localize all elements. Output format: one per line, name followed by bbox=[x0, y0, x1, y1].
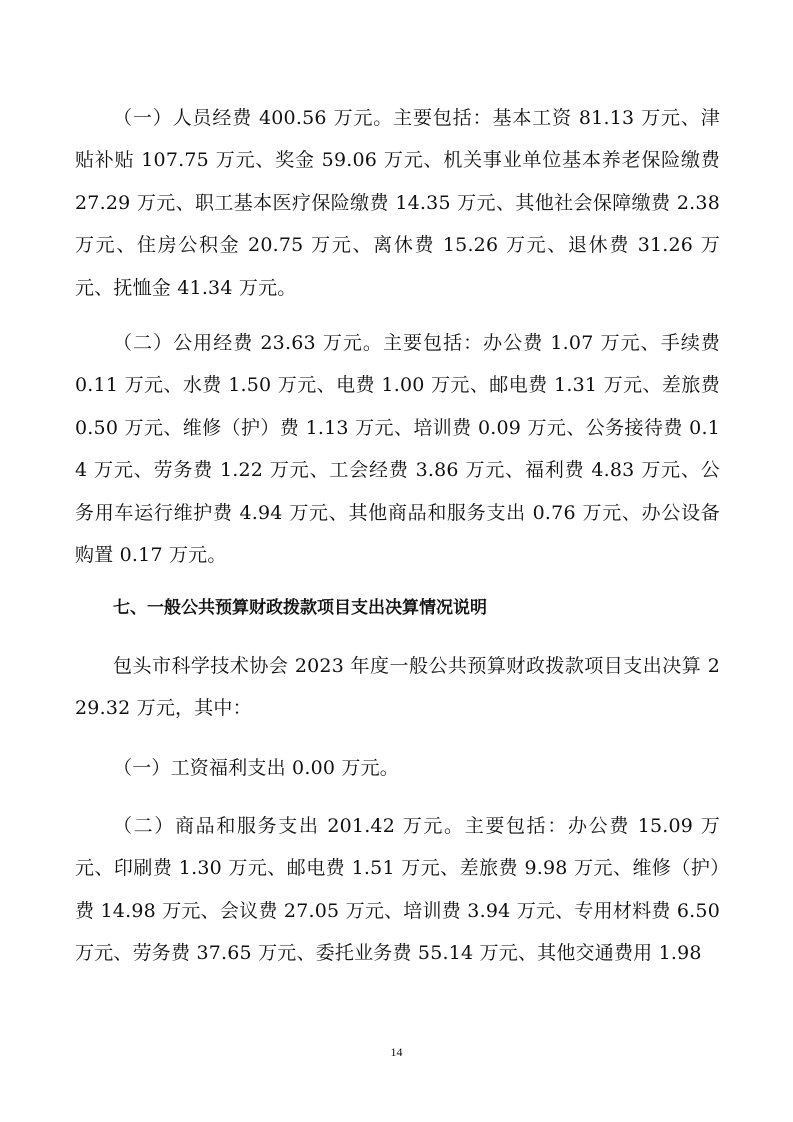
paragraph-goods-services: （二）商品和服务支出 201.42 万元。主要包括：办公费 15.09 万元、印刷费 1.30 万元、邮电费 1.51 万元、差旅费 9.98 万元、维修（护）费 14.98 万元、会议费 27.05 万元、培训费 3.94 万元、专用材料费 6.50 万元、劳务费 37.65 万元、委托业务费 55.14 万元、其他交通费用 1.98 bbox=[75, 815, 720, 965]
page-number: 14 bbox=[390, 1045, 403, 1059]
paragraph-personnel-expenses: （一）人员经费 400.56 万元。主要包括：基本工资 81.13 万元、津贴补贴 107.75 万元、奖金 59.06 万元、机关事业单位基本养老保险缴费 27.29 万元、职工基本医疗保险缴费 14.35 万元、其他社会保障缴费 2.38 万元、住房公积金 20.75 万元、离休费 15.26 万元、退休费 31.26 万元、抚恤金 41.34 万元。 bbox=[75, 107, 720, 299]
paragraph-project-total: 包头市科学技术协会 2023 年度一般公共预算财政拨款项目支出决算 229.32 万元，其中： bbox=[75, 655, 720, 720]
section-heading: 七、一般公共预算财政拨款项目支出决算情况说明 bbox=[113, 598, 487, 618]
paragraph-public-expenses: （二）公用经费 23.63 万元。主要包括：办公费 1.07 万元、手续费 0.11 万元、水费 1.50 万元、电费 1.00 万元、邮电费 1.31 万元、差旅费 0.50 万元、维修（护）费 1.13 万元、培训费 0.09 万元、公务接待费 0.14 万元、劳务费 1.22 万元、工会经费 3.86 万元、福利费 4.83 万元、公务用车运行维护费 4.94 万元、其他商品和服务支出 0.76 万元、办公设备购置 0.17 万元。 bbox=[75, 332, 720, 567]
paragraph-wages-welfare: （一）工资福利支出 0.00 万元。 bbox=[113, 757, 399, 779]
